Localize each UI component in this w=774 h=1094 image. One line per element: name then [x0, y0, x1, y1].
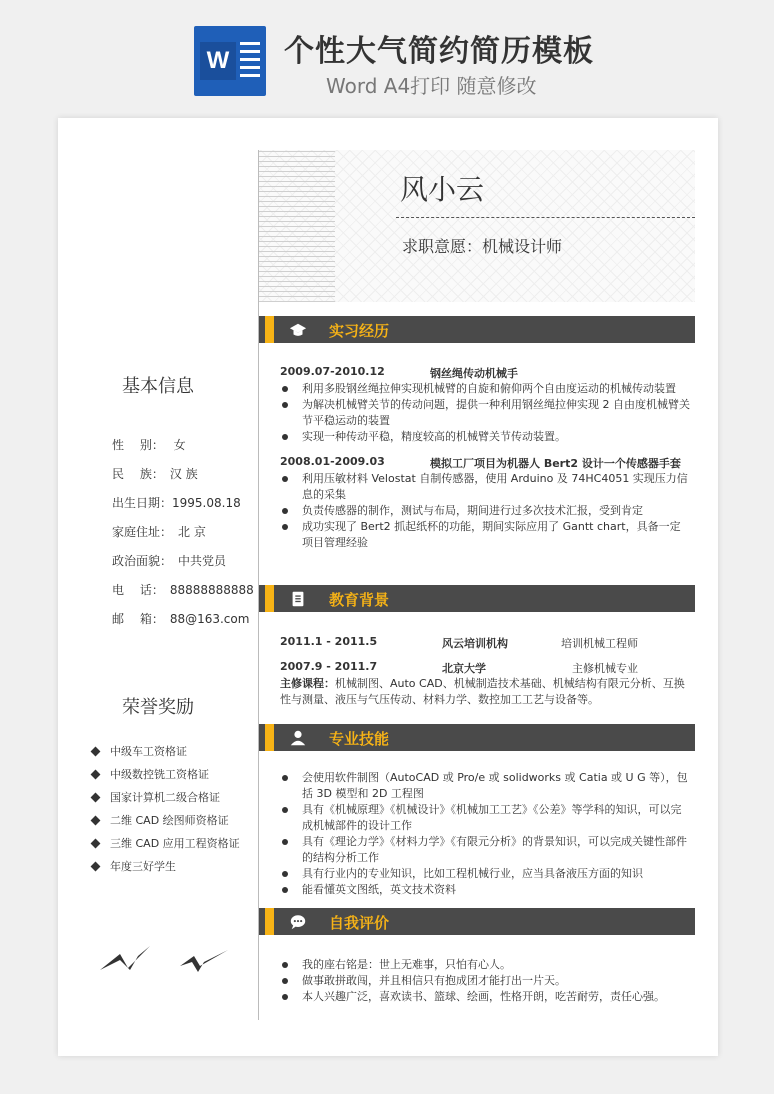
section-bar-skills: [259, 724, 695, 751]
graduation-cap-icon: [289, 321, 307, 339]
honors-title: 荣誉奖励: [122, 697, 194, 718]
info-address: 家庭住址： 北 京: [112, 525, 206, 539]
edu-major-2: 主修机械专业: [572, 662, 638, 675]
candidate-name: 风小云: [400, 173, 485, 206]
list-item: 为解决机械臂关节的传动问题，提供一种利用钢丝绳拉伸实现 2 自由度机械臂关节平稳运动的装置: [280, 397, 690, 429]
honors-list: [90, 744, 240, 882]
self-eval-bullets: [280, 957, 690, 1005]
honor-item: 国家计算机二级合格证: [90, 790, 240, 813]
info-ethnicity: 民 族： 汉 族: [112, 467, 198, 481]
list-item: 具有行业内的专业知识，比如工程机械行业，应当具备液压方面的知识: [280, 866, 690, 882]
intern-period-1: 2009.07-2010.12: [280, 365, 385, 378]
honor-item: 三维 CAD 应用工程资格证: [90, 836, 240, 859]
banner-subtitle: Word A4打印 随意修改: [326, 74, 537, 98]
book-icon: [289, 590, 307, 608]
list-item: 利用压敏材料 Velostat 自制传感器，使用 Arduino 及 74HC4051 实现压力信息的采集: [280, 471, 690, 503]
honor-item: 中级车工资格证: [90, 744, 240, 767]
edu-period-1: 2011.1 - 2011.5: [280, 635, 378, 648]
honor-item: 中级数控铣工资格证: [90, 767, 240, 790]
intern-bullets-1: [280, 381, 690, 445]
list-item: 我的座右铭是：世上无难事，只怕有心人。: [280, 957, 690, 973]
resume-page: [58, 118, 718, 1056]
self-eval-title: 自我评价: [329, 914, 390, 932]
courses-text: 机械制图、Auto CAD、机械制造技术基础、机械结构有限元分析、互换性与测量、液压与气压传动、材料力学、数控加工工艺与设备等。: [280, 677, 685, 706]
edu-school-1: 风云培训机构: [442, 637, 508, 650]
list-item: 会使用软件制图（AutoCAD 或 Pro/e 或 solidworks 或 Catia 或 U G 等），包括 3D 模型和 2D 工程图: [280, 770, 690, 802]
edu-period-2: 2007.9 - 2011.7: [280, 660, 378, 673]
intern-period-2: 2008.01-2009.03: [280, 455, 385, 468]
edu-courses: [280, 676, 690, 708]
banner-title: 个性大气简约简历模板: [284, 34, 594, 69]
internship-title: 实习经历: [329, 322, 390, 340]
honor-item: 二维 CAD 绘图师资格证: [90, 813, 240, 836]
list-item: 做事敢拼敢闯，并且相信只有抱成团才能打出一片天。: [280, 973, 690, 989]
chat-bubble-icon: [289, 913, 307, 931]
list-item: 实现一种传动平稳，精度较高的机械臂关节传动装置。: [280, 429, 690, 445]
job-intent: 求职意愿：机械设计师: [402, 237, 563, 256]
person-icon: [289, 729, 307, 747]
list-item: 具有《理论力学》《材料力学》《有限元分析》的背景知识，可以完成关键性部件的结构分析工作: [280, 834, 690, 866]
section-bar-internship: [259, 316, 695, 343]
intern-role-1: 钢丝绳传动机械手: [430, 367, 518, 380]
info-political: 政治面貌： 中共党员: [112, 554, 227, 568]
info-phone: 电 话： 88888888888: [112, 583, 254, 597]
skills-bullets: [280, 770, 690, 898]
honor-item: 年度三好学生: [90, 859, 240, 882]
edu-school-2: 北京大学: [442, 662, 486, 675]
list-item: 具有《机械原理》《机械设计》《机械加工工艺》《公差》等学科的知识，可以完成机械部件的设计工作: [280, 802, 690, 834]
info-birthdate: 出生日期：1995.08.18: [112, 496, 241, 510]
courses-label: 主修课程：: [280, 677, 335, 690]
intern-bullets-2: [280, 471, 690, 551]
basic-info-title: 基本信息: [122, 376, 194, 397]
skills-title: 专业技能: [329, 730, 390, 748]
list-item: 成功实现了 Bert2 抓起纸杯的功能，期间实际应用了 Gantt chart，具备一定项目管理经验: [280, 519, 690, 551]
word-logo-letter: W: [200, 42, 236, 80]
word-logo-icon: [194, 26, 266, 96]
list-item: 负责传感器的制作，测试与布局，期间进行过多次技术汇报，受到肯定: [280, 503, 690, 519]
edu-major-1: 培训机械工程师: [561, 637, 638, 650]
education-title: 教育背景: [329, 591, 390, 609]
header-dashed-line: [396, 217, 695, 218]
info-email: 邮 箱： 88@163.com: [112, 612, 250, 626]
list-item: 能看懂英文图纸，英文技术资料: [280, 882, 690, 898]
list-item: 利用多股钢丝绳拉伸实现机械臂的自旋和俯仰两个自由度运动的机械传动装置: [280, 381, 690, 397]
banner: [0, 0, 774, 110]
header-stripes: [259, 150, 335, 302]
section-bar-self-eval: [259, 908, 695, 935]
birds-decoration-icon: [98, 938, 238, 978]
section-bar-education: [259, 585, 695, 612]
info-gender: 性 别： 女: [112, 438, 186, 452]
intern-role-2: 模拟工厂项目为机器人 Bert2 设计一个传感器手套: [430, 457, 681, 470]
list-item: 本人兴趣广泛，喜欢读书、篮球、绘画，性格开朗，吃苦耐劳，责任心强。: [280, 989, 690, 1005]
